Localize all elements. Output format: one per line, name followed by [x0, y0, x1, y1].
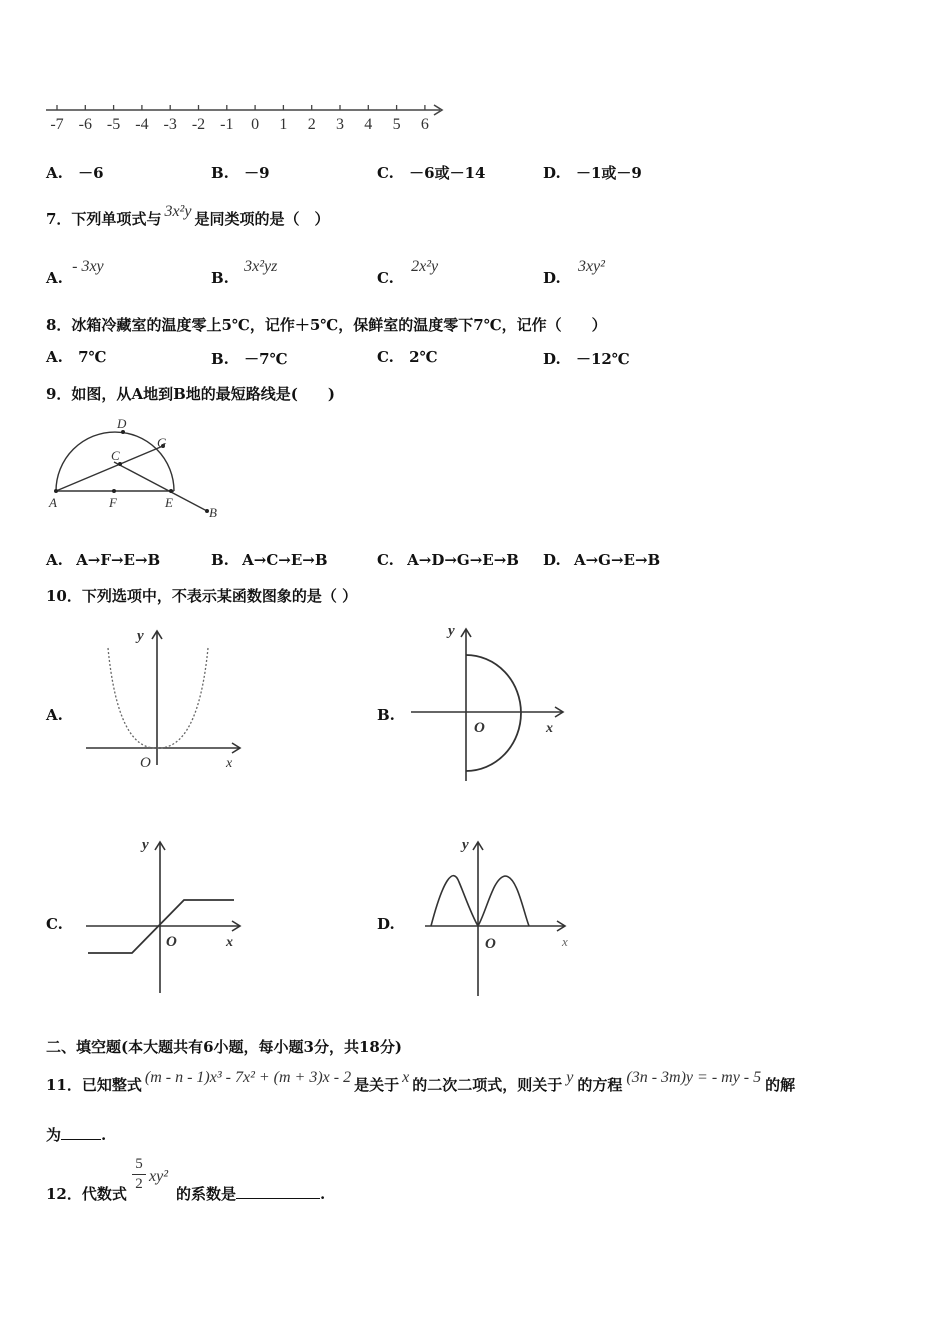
option-text: A→G→E→B [573, 551, 661, 569]
curve-right [157, 648, 208, 748]
option-text: A→C→E→B [242, 551, 328, 569]
q8-option-c[interactable] [377, 348, 438, 366]
fraction-bar [132, 1174, 146, 1175]
origin-label: O [485, 936, 496, 952]
option-letter: C. [377, 551, 394, 569]
option-letter: B. [211, 551, 229, 569]
q11-var-y: y [566, 1069, 574, 1086]
q9-stem: 9．如图，从A地到B地的最短路线是( ) [46, 385, 335, 403]
option-letter: D. [543, 164, 561, 182]
q6-option-b[interactable] [211, 162, 270, 183]
origin-label: O [140, 755, 151, 771]
q6-option-d[interactable] [543, 162, 642, 183]
q10-option-c[interactable]: C. [46, 915, 63, 933]
option-letter: A. [46, 269, 63, 287]
tick-label: -6 [78, 116, 92, 133]
number-line [40, 98, 450, 138]
option-text: A→F→E→B [76, 551, 161, 569]
option-text: －1或－9 [575, 164, 642, 182]
y-label: y [142, 837, 149, 853]
q11-part5: 的解 [765, 1076, 796, 1094]
q10-option-b[interactable]: B. [377, 706, 395, 724]
option-text: －7℃ [244, 350, 288, 368]
option-text: －6 [78, 164, 104, 182]
q7-option-b[interactable] [211, 257, 278, 287]
q11-part1: 11．已知整式 [46, 1076, 142, 1094]
tick-label: 5 [392, 116, 401, 133]
q11-var-x: x [402, 1069, 410, 1086]
tick-label: -2 [191, 116, 206, 133]
q8-option-a[interactable] [46, 348, 107, 366]
q11-stem [46, 1066, 796, 1094]
q11-expression-2: (3n - 3m)y = - my - 5 [626, 1069, 762, 1086]
segment-c-b [114, 462, 207, 511]
x-label: x [226, 935, 233, 950]
q7-option-c[interactable] [377, 257, 439, 287]
q11-line2-prefix: 为 [46, 1126, 62, 1144]
q11-part3: 的二次二项式，则关于 [412, 1076, 563, 1094]
q10-option-d[interactable]: D. [377, 915, 395, 933]
point-e [169, 489, 173, 493]
fraction-denominator: 2 [135, 1176, 143, 1192]
q11-line2-suffix: . [101, 1126, 107, 1144]
x-label: x [226, 756, 233, 771]
origin-label: O [474, 720, 485, 736]
q11-line2 [46, 1124, 106, 1145]
option-letter: D. [543, 551, 561, 569]
x-label: x [546, 721, 553, 736]
q12-suffix-text: 的系数是 [176, 1185, 237, 1203]
q12-fraction [130, 1156, 148, 1193]
tick-label: -3 [163, 116, 177, 133]
tick-label: -7 [50, 116, 64, 133]
option-text: －12℃ [575, 350, 630, 368]
q7-suffix: 是同类项的是（ ） [194, 210, 330, 228]
q6-option-a[interactable] [46, 162, 104, 183]
option-text: 3xy² [577, 258, 605, 275]
q12-answer-blank[interactable] [236, 1184, 320, 1199]
tick-label: 1 [279, 116, 288, 133]
curve-left [108, 648, 157, 748]
option-letter: A. [46, 348, 63, 366]
y-label: y [462, 837, 469, 853]
option-letter: B. [211, 269, 229, 287]
tick-label: -5 [106, 116, 121, 133]
q11-part4: 的方程 [577, 1076, 623, 1094]
label-e: E [165, 495, 173, 510]
option-text: 3x²yz [244, 258, 278, 275]
option-letter: B. [211, 350, 229, 368]
q9-option-c[interactable] [377, 551, 519, 569]
point-a [54, 489, 58, 493]
q7-option-d[interactable] [543, 257, 605, 287]
label-a: A [49, 495, 57, 510]
fraction-numerator: 5 [135, 1156, 143, 1172]
segment-a-g [56, 446, 163, 491]
q11-answer-blank[interactable] [61, 1125, 101, 1140]
q8-option-d[interactable] [543, 348, 630, 369]
option-letter: C. [377, 164, 394, 182]
q7-expression: 3x²y [164, 203, 192, 220]
q9-option-b[interactable] [211, 551, 328, 569]
q10-graph-a [80, 615, 250, 775]
tick-label: 2 [307, 116, 316, 133]
x-label: x [562, 934, 568, 949]
q7-option-a[interactable] [46, 257, 104, 287]
option-text: －9 [244, 164, 270, 182]
q7-prefix: 7．下列单项式与 [46, 210, 162, 228]
option-letter: B. [211, 164, 229, 182]
option-text: A→D→G→E→B [407, 551, 519, 569]
y-label: y [137, 628, 144, 644]
q8-stem: 8．冰箱冷藏室的温度零上5℃，记作＋5℃，保鲜室的温度零下7℃，记作（ ） [46, 316, 607, 334]
q11-part2: 是关于 [354, 1076, 400, 1094]
q12-expression: xy² [149, 1168, 168, 1185]
q9-option-a[interactable] [46, 551, 160, 569]
q9-figure [40, 412, 240, 527]
q10-option-a[interactable]: A. [46, 706, 63, 724]
option-letter: C. [377, 269, 394, 287]
curve-left-hump [431, 876, 478, 926]
q11-expression-1: (m - n - 1)x³ - 7x² + (m + 3)x - 2 [144, 1069, 352, 1086]
option-text: 7℃ [78, 348, 107, 366]
option-letter: C. [377, 348, 394, 366]
tick-label: 3 [336, 116, 344, 133]
q10-graph-c [80, 830, 250, 1000]
semicircle-curve [466, 655, 521, 771]
point-f [112, 489, 116, 493]
label-d: D [117, 416, 127, 431]
q8-option-b[interactable] [211, 348, 288, 369]
tick-label: 0 [251, 116, 260, 133]
option-letter: A. [46, 164, 63, 182]
option-letter: A. [46, 551, 63, 569]
tick-label: 4 [364, 116, 373, 133]
option-letter: D. [543, 350, 561, 368]
q7-stem [46, 203, 330, 229]
q6-option-c[interactable] [377, 162, 485, 183]
q12-suffix [176, 1183, 325, 1204]
label-b: B [209, 505, 217, 520]
curve-right-hump [478, 876, 529, 926]
label-f: F [109, 495, 117, 510]
option-text: 2℃ [409, 348, 438, 366]
y-label: y [448, 623, 455, 639]
q10-stem: 10．下列选项中，不表示某函数图象的是（ ） [46, 587, 358, 605]
q9-option-d[interactable] [543, 551, 660, 569]
q12-suffix-period: . [320, 1185, 326, 1203]
label-g: G [157, 435, 167, 450]
option-text: - 3xy [72, 258, 104, 275]
option-text: －6或－14 [409, 164, 486, 182]
option-text: 2x²y [411, 258, 439, 275]
section-title: 二、填空题(本大题共有6小题，每小题3分，共18分) [46, 1038, 402, 1056]
tick-label: -4 [135, 116, 149, 133]
q12-label: 12．代数式 [46, 1185, 127, 1203]
origin-label: O [166, 934, 177, 950]
q10-graph-d [405, 830, 580, 1000]
tick-label: 6 [420, 116, 429, 133]
tick-label: -1 [220, 116, 234, 133]
label-c: C [111, 448, 120, 463]
option-letter: D. [543, 269, 561, 287]
q10-graph-b [405, 615, 575, 785]
